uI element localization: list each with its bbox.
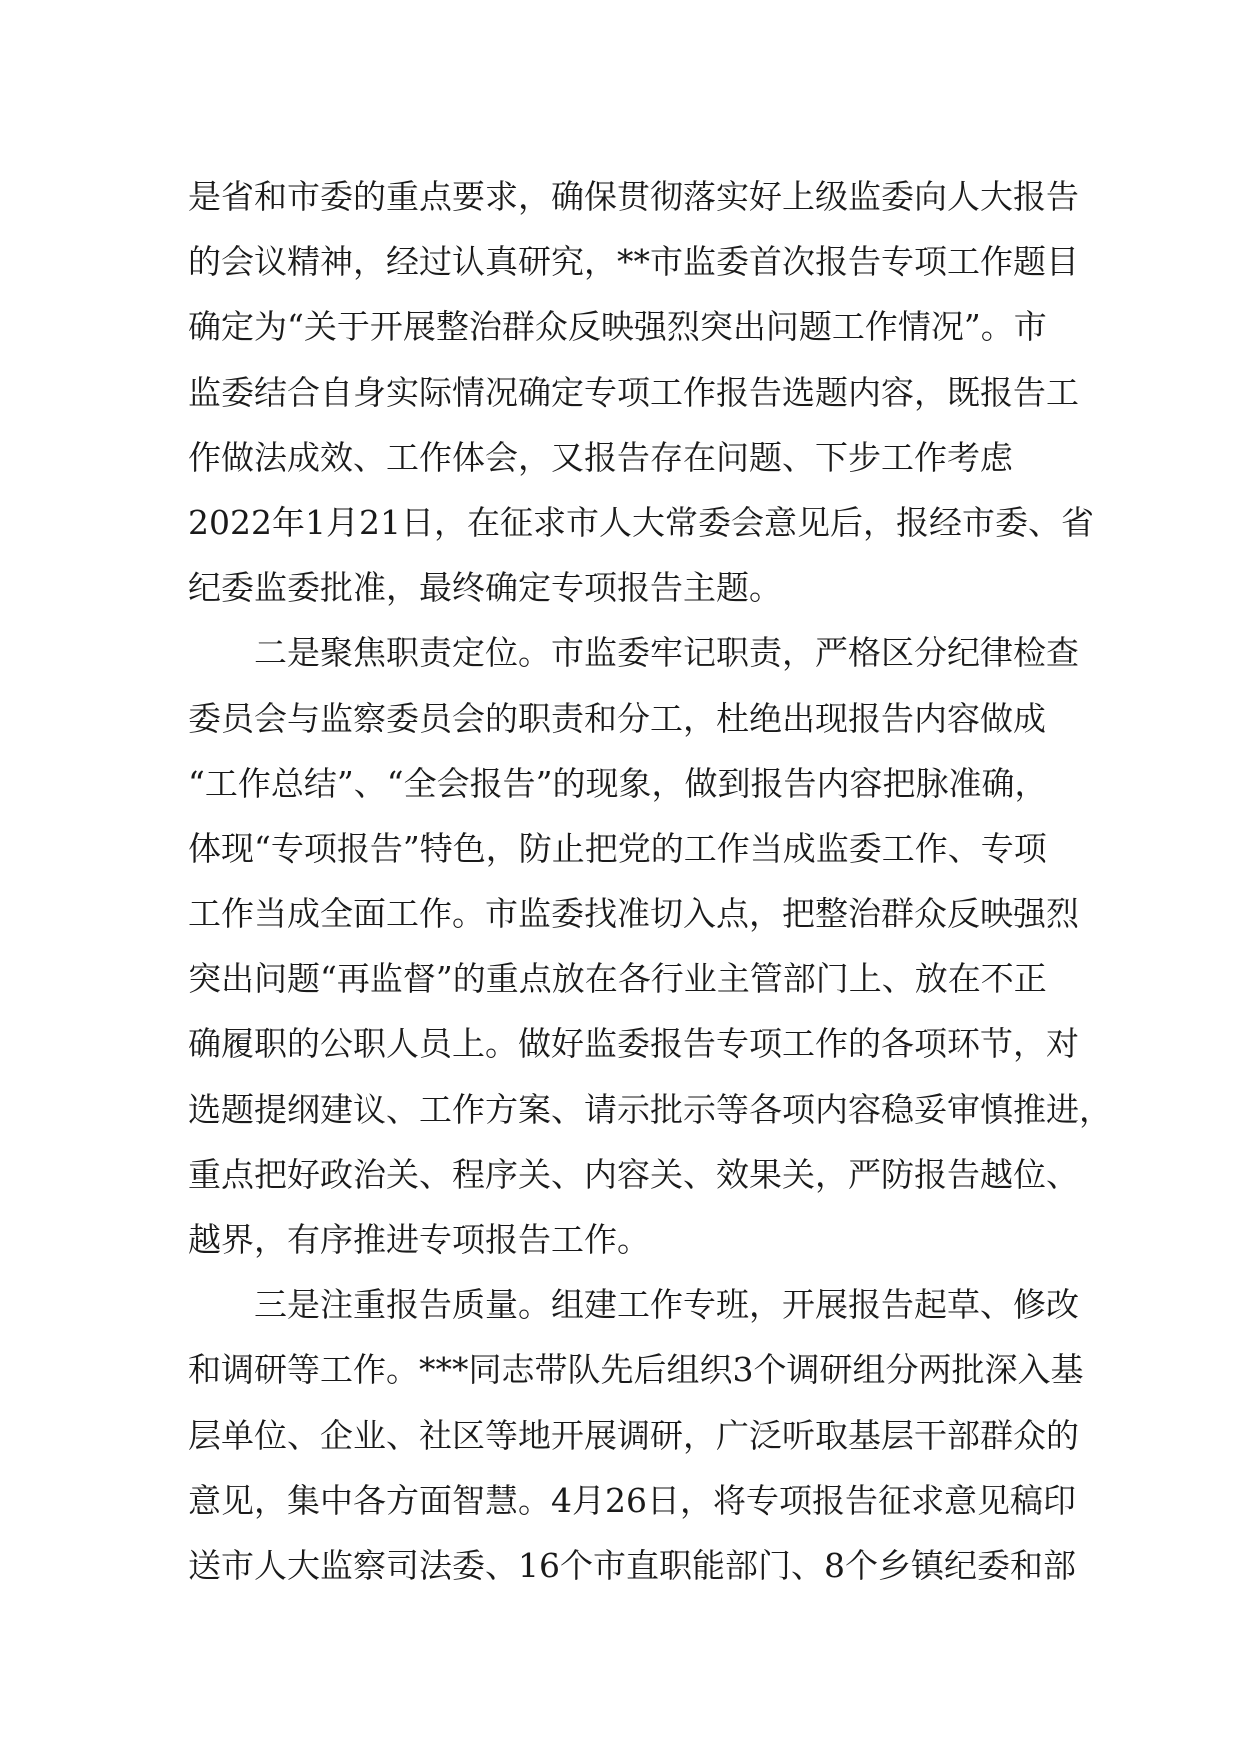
text-line: 监委结合自身实际情况确定专项工作报告选题内容，既报告工 <box>188 372 1079 412</box>
text-line: 确定为“关于开展整治群众反映强烈突出问题工作情况”。市 <box>188 307 1047 347</box>
text-line: 确履职的公职人员上。做好监委报告专项工作的各项环节，对 <box>188 1024 1079 1064</box>
text-line: 纪委监委批准，最终确定专项报告主题。 <box>188 568 782 608</box>
text-line: 是省和市委的重点要求，确保贯彻落实好上级监委向人大报告 <box>188 177 1079 216</box>
text-line: 选题提纲建议、工作方案、请示批示等各项内容稳妥审慎推进， <box>188 1089 1112 1129</box>
text-line: 体现“专项报告”特色，防止把党的工作当成监委工作、专项 <box>188 828 1047 868</box>
paragraph-start-line: 二是聚焦职责定位。市监委牢记职责，严格区分纪律检查 <box>254 633 1079 673</box>
text-line: 作做法成效、工作体会，又报告存在问题、下步工作考虑 <box>188 437 1013 477</box>
text-line: 层单位、企业、社区等地开展调研，广泛听取基层干部群众的 <box>188 1415 1079 1455</box>
text-line: 突出问题“再监督”的重点放在各行业主管部门上、放在不正 <box>188 959 1047 999</box>
text-line: 送市人大监察司法委、16个市直职能部门、8个乡镇纪委和部 <box>188 1545 1076 1585</box>
document-body <box>188 164 1112 1598</box>
text-line: 越界，有序推进专项报告工作。 <box>188 1220 650 1259</box>
text-line: “工作总结”、“全会报告”的现象，做到报告内容把脉准确， <box>188 763 1048 803</box>
paragraph-start-line: 三是注重报告质量。组建工作专班，开展报告起草、修改 <box>254 1285 1079 1325</box>
text-line: 意见，集中各方面智慧。4月26日，将专项报告征求意见稿印 <box>188 1480 1076 1520</box>
text-line: 和调研等工作。***同志带队先后组织3个调研组分两批深入基 <box>188 1350 1084 1390</box>
text-line: 委员会与监察委员会的职责和分工，杜绝出现报告内容做成 <box>188 698 1046 738</box>
text-line: 重点把好政治关、程序关、内容关、效果关，严防报告越位、 <box>188 1154 1079 1194</box>
text-line: 2022年1月21日，在征求市人大常委会意见后，报经市委、省 <box>188 502 1094 542</box>
text-line: 工作当成全面工作。市监委找准切入点，把整治群众反映强烈 <box>188 894 1079 934</box>
text-line: 的会议精神，经过认真研究，**市监委首次报告专项工作题目 <box>188 242 1079 282</box>
